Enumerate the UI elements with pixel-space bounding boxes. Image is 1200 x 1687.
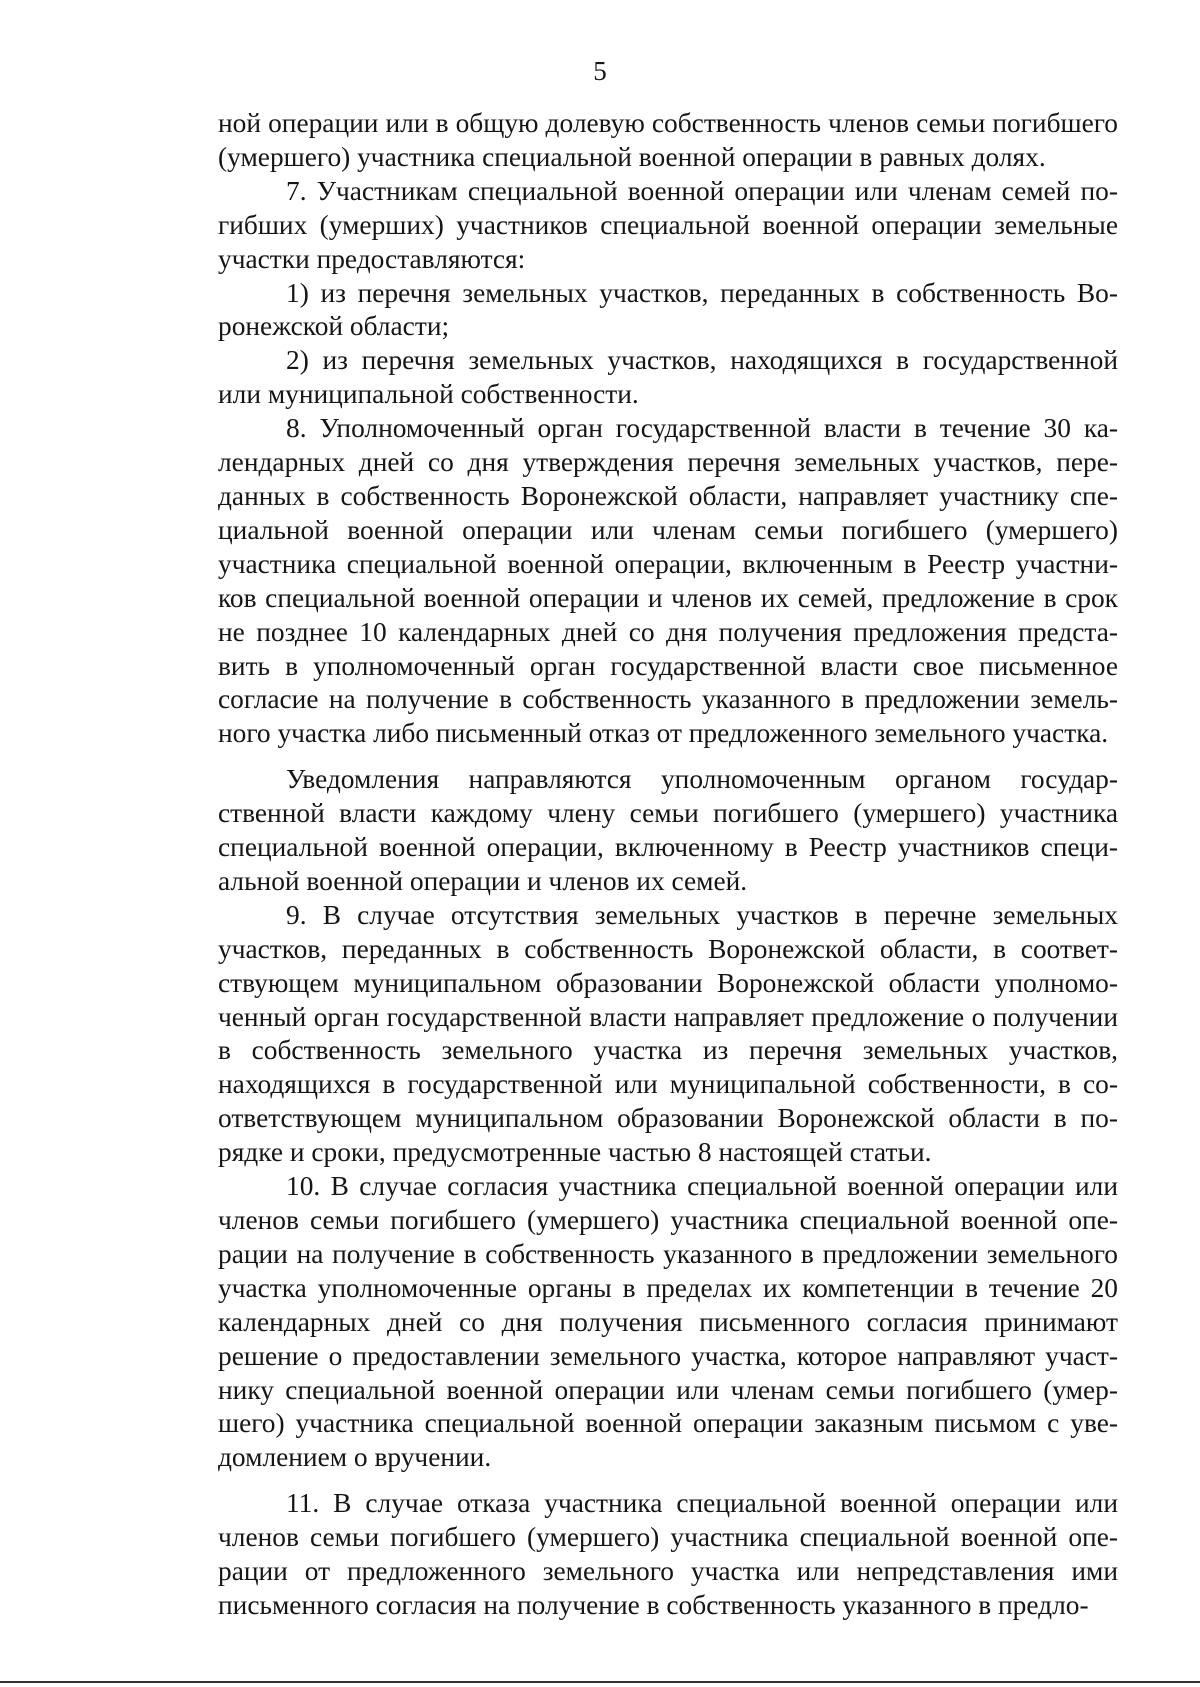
paragraph-item-7: 7. Участникам специальной военной операции или членам семей погибших (умерших) участников специальной военной операции земельные участки предоставляются: [218, 175, 1118, 274]
paragraph-item-8: 8. Уполномоченный орган государственной власти в течение 30 календарных дней со дня утверждения перечня земельных участков, переданных в собственность Воронежской области, направляет участнику специальной военной операции или членам семьи погибшего (умершего) участника специальной военной операции, включенным в Реестр участников специальной военной операции и членов их семей, предложение в срок не позднее 10 календарных дней со дня получения предложения представить в уполномоченный орган государственной власти свое письменное согласие на получение в собственность указанного в предложении земельного участка либо письменный отказ от предложенного земельного участка. [218, 413, 1118, 749]
paragraph-continuation: ной операции или в общую долевую собственность членов семьи погибшего (умершего) участника специальной военной операции в равных долях. [218, 108, 1118, 172]
paragraph-notifications: Уведомления направляются уполномоченным органом государственной власти каждому члену семьи погибшего (умершего) участника специальной военной операции, включенному в Реестр участников специальной военной операции и членов их семей. [218, 764, 1118, 896]
bottom-edge-line [0, 1681, 1200, 1683]
paragraph-item-9: 9. В случае отсутствия земельных участков в перечне земельных участков, переданных в собственность Воронежской области, в соответствующем муниципальном образовании Воронежской области уполномоченный орган государственной власти направляет предложение о получении в собственность земельного участка из перечня земельных участков, находящихся в государственной или муниципальной собственности, в соответствующем муниципальном образовании Воронежской области в порядке и сроки, предусмотренные частью 8 настоящей статьи. [218, 899, 1118, 1168]
paragraph-item-11: 11. В случае отказа участника специальной военной операции или членов семьи погибшего (умершего) участника специальной военной операции от предложенного земельного участка или непредставления ими письменного согласия на получение в собственность указанного в предло- [218, 1488, 1118, 1620]
paragraph-subitem-2: 2) из перечня земельных участков, находящихся в государственной или муниципальной собственности. [218, 345, 1118, 410]
paragraph-subitem-1: 1) из перечня земельных участков, переданных в собственность Воронежской области; [218, 277, 1118, 342]
paragraph-item-10: 10. В случае согласия участника специальной военной операции или членов семьи погибшего (умершего) участника специальной военной операции на получение в собственность указанного в предложении земельного участка уполномоченные органы в пределах их компетенции в течение 20 календарных дней со дня получения письменного согласия принимают решение о предоставлении земельного участка, которое направляют участнику специальной военной операции или членам семьи погибшего (умершего) участника специальной военной операции заказным письмом с уведомлением о вручении. [218, 1171, 1118, 1473]
document-body [218, 107, 1118, 1623]
page-number: 5 [593, 56, 607, 86]
